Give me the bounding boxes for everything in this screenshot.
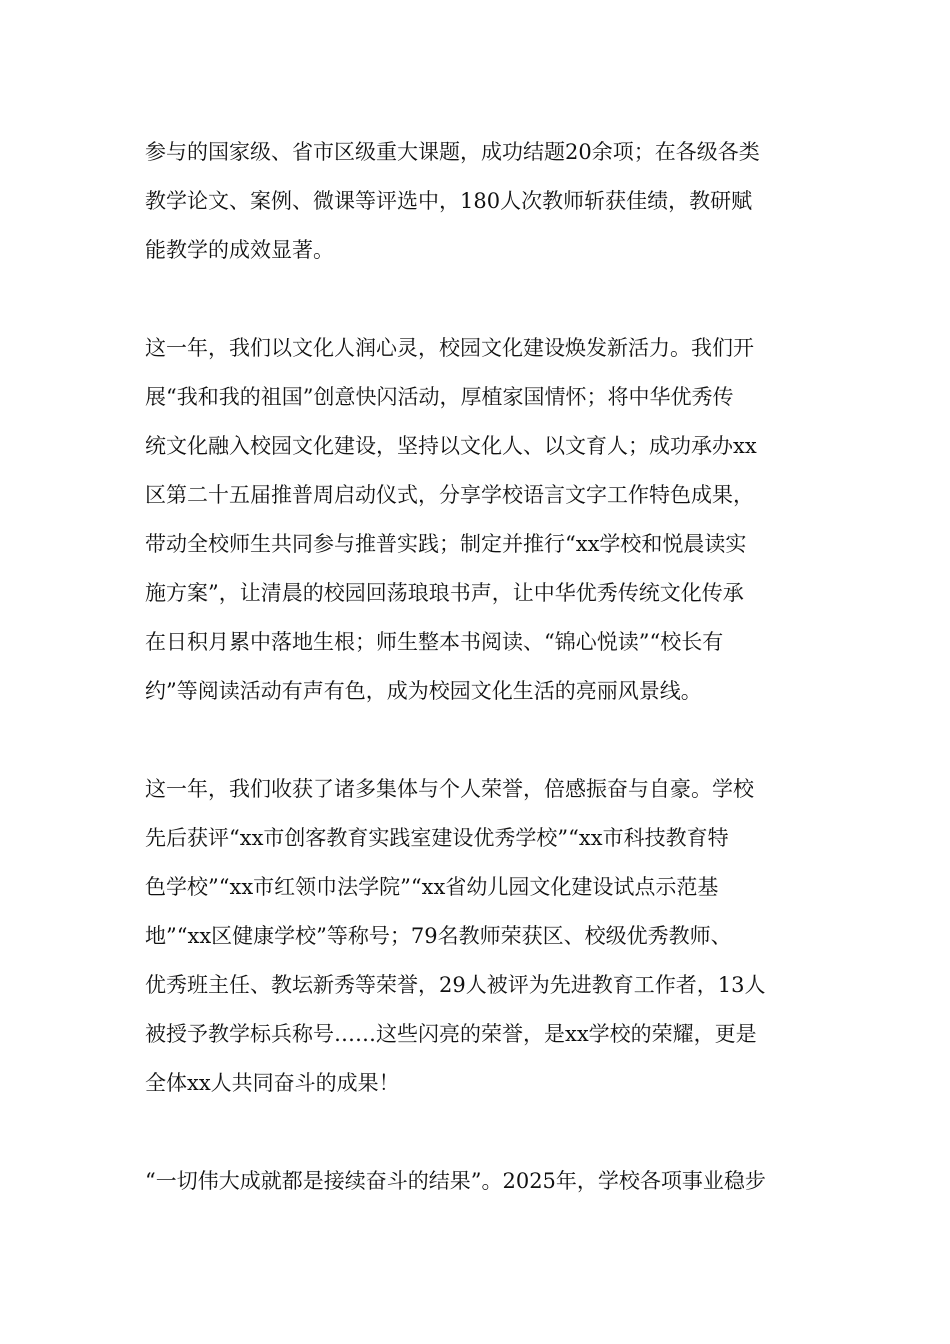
paragraph-campus-culture: 这一年，我们以文化人润心灵，校园文化建设焕发新活力。我们开 展“我和我的祖国”创意快闪活动，厚植家国情怀；将中华优秀传 统文化融入校园文化建设，坚持以文化人、以文育人；成功承办xx 区第二十五届推普周启动仪式，分享学校语言文字工作特色成果， 带动全校师生共同参与推普实践；制定并推行“xx学校和悦晨读实 施方案”，让清晨的校园回荡琅琅书声，让中华优秀传统文化传承 在日积月累中落地生根；师生整本书阅读、“锦心悦读”“校长有 约”等阅读活动有声有色，成为校园文化生活的亮丽风景线。 <box>145 336 757 703</box>
document-body <box>145 128 810 1255</box>
paragraph-continuing-struggle: “一切伟大成就都是接续奋斗的结果”。2025年，学校各项事业稳步 <box>145 1169 766 1193</box>
paragraph-research-results: 参与的国家级、省市区级重大课题，成功结题20余项；在各级各类 教学论文、案例、微课等评选中，180人次教师斩获佳绩，教研赋 能教学的成效显著。 <box>145 140 760 262</box>
paragraph-honors: 这一年，我们收获了诸多集体与个人荣誉，倍感振奋与自豪。学校 先后获评“xx市创客教育实践室建设优秀学校”“xx市科技教育特 色学校”“xx市红领巾法学院”“xx省幼儿园文化建设试点示范基 地”“xx区健康学校”等称号；79名教师荣获区、校级优秀教师、 优秀班主任、教坛新秀等荣誉，29人被评为先进教育工作者，13人 被授予教学标兵称号……这些闪亮的荣誉，是xx学校的荣耀，更是 全体xx人共同奋斗的成果！ <box>145 777 766 1095</box>
